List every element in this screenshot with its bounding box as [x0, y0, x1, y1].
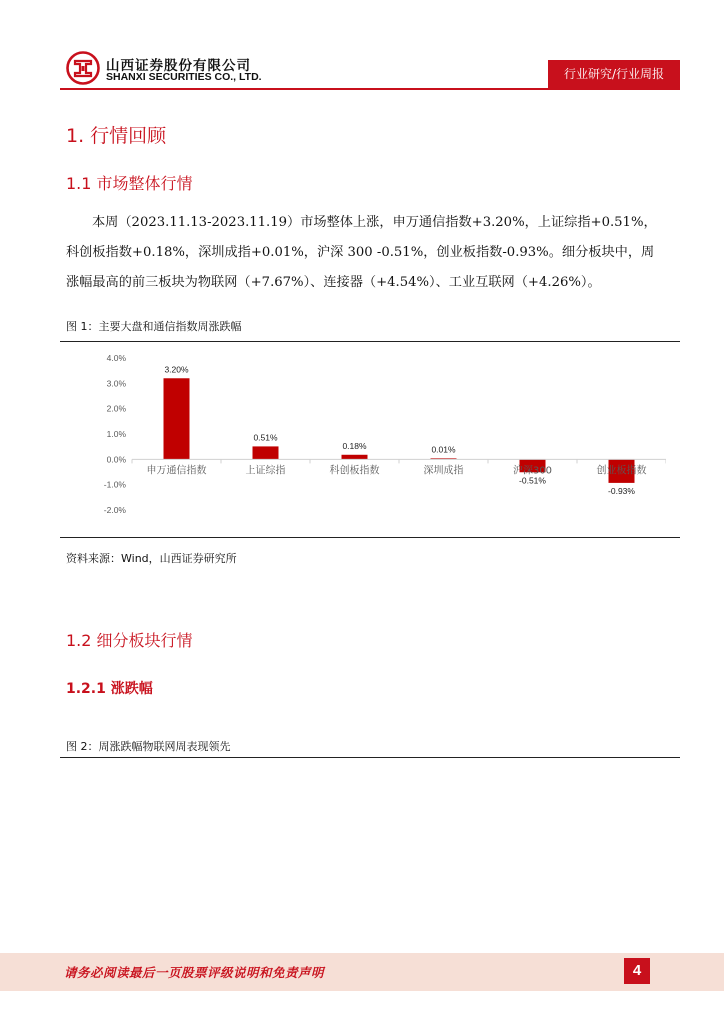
figure-2-top-rule [60, 757, 680, 758]
figure-1-bottom-rule [60, 537, 680, 538]
section-1-heading: 1. 行情回顾 [66, 125, 167, 147]
figure-1-top-rule [60, 341, 680, 342]
bar [164, 378, 190, 459]
report-category-tag: 行业研究/行业周报 [548, 60, 680, 88]
category-label: 科创板指数 [329, 465, 380, 477]
data-label: 3.20% [164, 364, 189, 375]
page-number: 4 [624, 958, 650, 984]
category-label: 申万通信指数 [146, 465, 207, 477]
y-tick-label: 3.0% [106, 378, 126, 389]
data-label: 0.51% [253, 432, 278, 443]
data-label: 0.18% [342, 440, 367, 451]
company-name-en: SHANXI SECURITIES CO., LTD. [106, 71, 262, 83]
data-label: 0.01% [431, 444, 456, 455]
market-overview-paragraph: 本周（2023.11.13-2023.11.19）市场整体上涨，申万通信指数+3.20%，上证综指+0.51%，科创板指数+0.18%，深圳成指+0.01%，沪深 300 -0.51%，创业板指数-0.93%。细分板块中，周涨幅最高的前三板块为物联网（+7.67%）、连接器（+4.54%）、工业互联网（+4.26%）。 [66, 215, 657, 290]
data-label: -0.51% [519, 475, 546, 486]
shanxi-securities-logo-icon [66, 51, 100, 85]
figure-2-caption: 图 2：周涨跌幅物联网周表现领先 [66, 740, 231, 753]
data-label: -0.93% [608, 485, 635, 496]
category-label: 沪深300 [512, 465, 553, 477]
category-label: 深圳成指 [423, 465, 464, 477]
y-tick-label: 1.0% [106, 429, 126, 439]
y-tick-label: 0.0% [106, 454, 126, 465]
footer-disclaimer: 请务必阅读最后一页股票评级说明和免责声明 [64, 965, 325, 980]
y-tick-label: -1.0% [103, 479, 126, 490]
bar [253, 446, 279, 459]
figure-1-source: 资料来源：Wind，山西证券研究所 [66, 552, 237, 565]
header-divider [60, 88, 680, 90]
y-tick-label: -2.0% [103, 505, 126, 515]
y-tick-label: 2.0% [106, 403, 126, 414]
figure-1-caption: 图 1：主要大盘和通信指数周涨跌幅 [66, 320, 242, 333]
section-1-1-heading: 1.1 市场整体行情 [66, 174, 193, 193]
y-tick-label: 4.0% [106, 353, 126, 363]
category-label: 创业板指数 [596, 465, 647, 477]
bar [342, 455, 368, 460]
category-label: 上证综指 [245, 465, 286, 477]
section-1-2-heading: 1.2 细分板块行情 [66, 631, 193, 650]
index-weekly-change-bar-chart [66, 343, 666, 543]
company-name-cn: 山西证券股份有限公司 [106, 58, 251, 74]
section-1-2-1-heading: 1.2.1 涨跌幅 [66, 681, 153, 697]
